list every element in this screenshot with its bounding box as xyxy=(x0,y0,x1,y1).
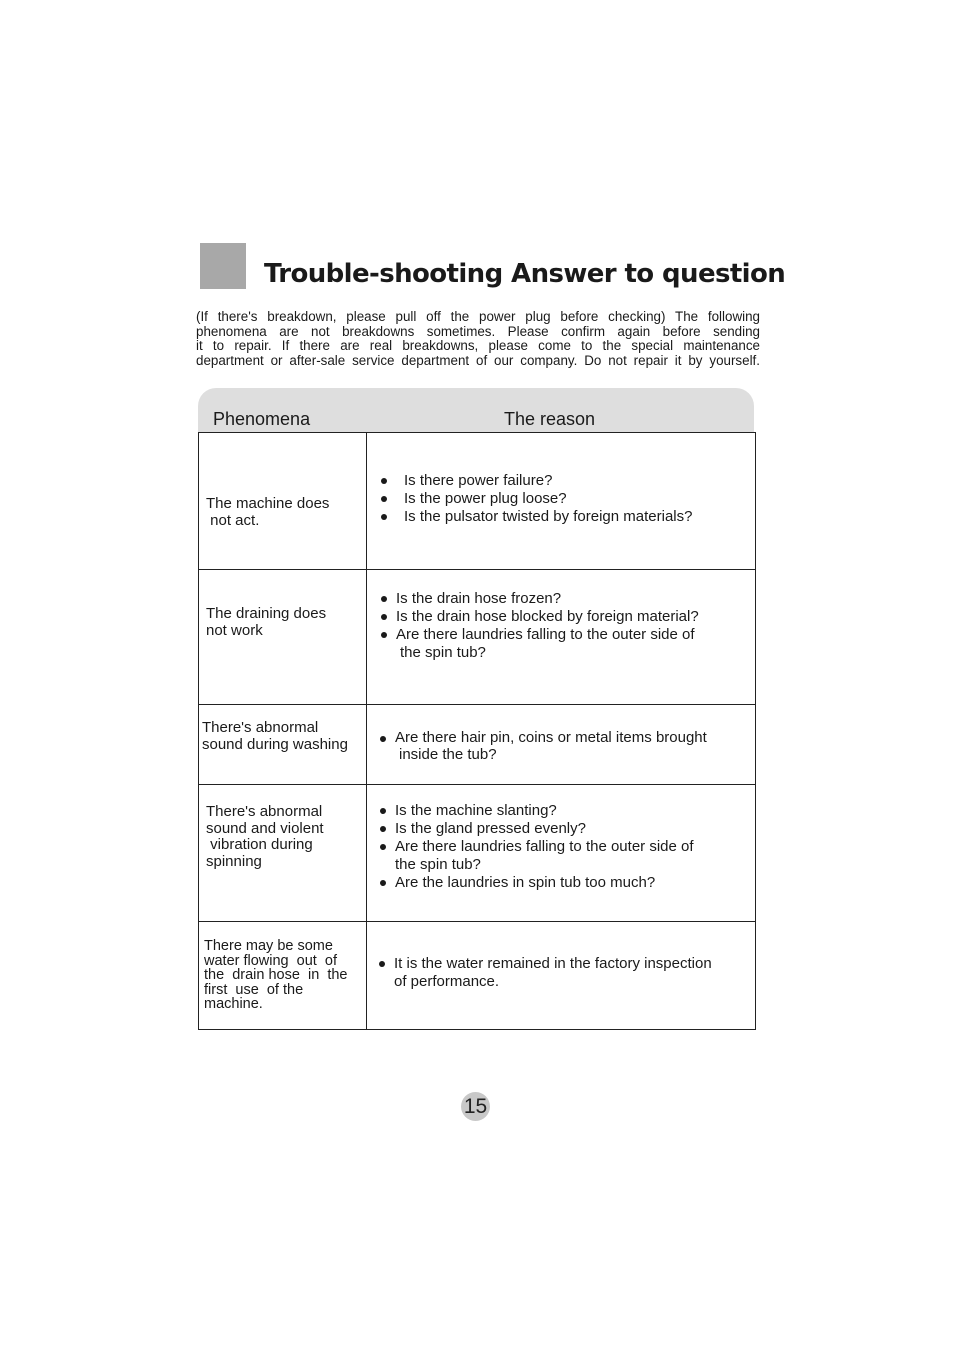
row-divider xyxy=(198,704,756,705)
row-divider xyxy=(198,569,756,570)
phenomenon-line: There's abnormal xyxy=(206,803,323,820)
section-marker xyxy=(200,243,246,289)
intro-line: department or after-sale service department of our company. Do not repair it by yourself. xyxy=(196,352,760,368)
reason-item: Is the drain hose frozen? xyxy=(380,590,699,608)
row-divider xyxy=(198,921,756,922)
reason-item: Is the power plug loose? xyxy=(380,490,692,508)
phenomenon-line: not work xyxy=(206,621,263,639)
reason-list xyxy=(380,472,692,526)
phenomenon-line: spinning xyxy=(206,852,262,870)
reason-list xyxy=(378,955,712,991)
phenomenon-line: The draining does xyxy=(206,605,327,622)
phenomenon-line: vibration during xyxy=(206,836,313,853)
phenomenon-cell xyxy=(206,804,324,870)
column-divider xyxy=(366,432,367,1030)
phenomenon-line: water flowing out of xyxy=(204,952,337,969)
reason-item-continuation: inside the tub? xyxy=(399,745,497,763)
row-divider xyxy=(198,784,756,785)
header-reason: The reason xyxy=(504,409,596,429)
reason-item: Is there power failure? xyxy=(380,472,692,490)
intro-line: (If there's breakdown, please pull off the power plug before checking) The following xyxy=(196,309,760,324)
intro-line: phenomena are not breakdowns sometimes. Please confirm again before sending xyxy=(196,323,760,339)
reason-item: Is the gland pressed evenly? xyxy=(379,820,694,838)
page-number: 15 xyxy=(461,1092,490,1121)
reason-item-continuation: of performance. xyxy=(394,973,500,990)
page-title: Trouble-shooting Answer to question xyxy=(264,259,786,289)
reason-item: Are the laundries in spin tub too much? xyxy=(379,874,694,892)
intro-paragraph xyxy=(196,310,760,368)
reason-item: Is the drain hose blocked by foreign material? xyxy=(380,608,699,626)
phenomenon-line: sound during washing xyxy=(202,735,348,753)
intro-line: it to repair. If there are real breakdowns, please come to the special maintenance xyxy=(196,338,760,353)
reason-list xyxy=(379,802,694,892)
phenomenon-line: not act. xyxy=(206,511,260,529)
reason-list xyxy=(380,590,699,662)
reason-item: Are there laundries falling to the outer side of xyxy=(379,838,694,856)
reason-item-continuation: the spin tub? xyxy=(395,856,481,873)
phenomenon-line: There may be some xyxy=(204,938,333,954)
phenomenon-line: There's abnormal xyxy=(202,719,319,736)
phenomenon-cell xyxy=(202,720,348,753)
reason-item: Is the machine slanting? xyxy=(379,802,694,820)
reason-item-continuation: the spin tub? xyxy=(400,644,486,661)
reason-item: It is the water remained in the factory inspection xyxy=(378,955,712,973)
phenomenon-line: first use of the xyxy=(204,981,304,998)
phenomenon-cell xyxy=(204,939,348,1012)
reason-item: Is the pulsator twisted by foreign materials? xyxy=(380,508,692,526)
phenomenon-cell xyxy=(206,496,329,529)
reason-list xyxy=(379,730,707,763)
phenomenon-line: the drain hose in the xyxy=(204,967,348,983)
reason-item: Are there laundries falling to the outer side of xyxy=(380,626,699,644)
phenomenon-cell xyxy=(206,606,326,639)
phenomenon-line: The machine does xyxy=(206,495,330,512)
phenomenon-line: sound and violent xyxy=(206,819,324,837)
phenomenon-line: machine. xyxy=(204,996,263,1012)
reason-item: Are there hair pin, coins or metal items brought xyxy=(379,730,707,747)
header-phenomena: Phenomena xyxy=(213,409,311,429)
